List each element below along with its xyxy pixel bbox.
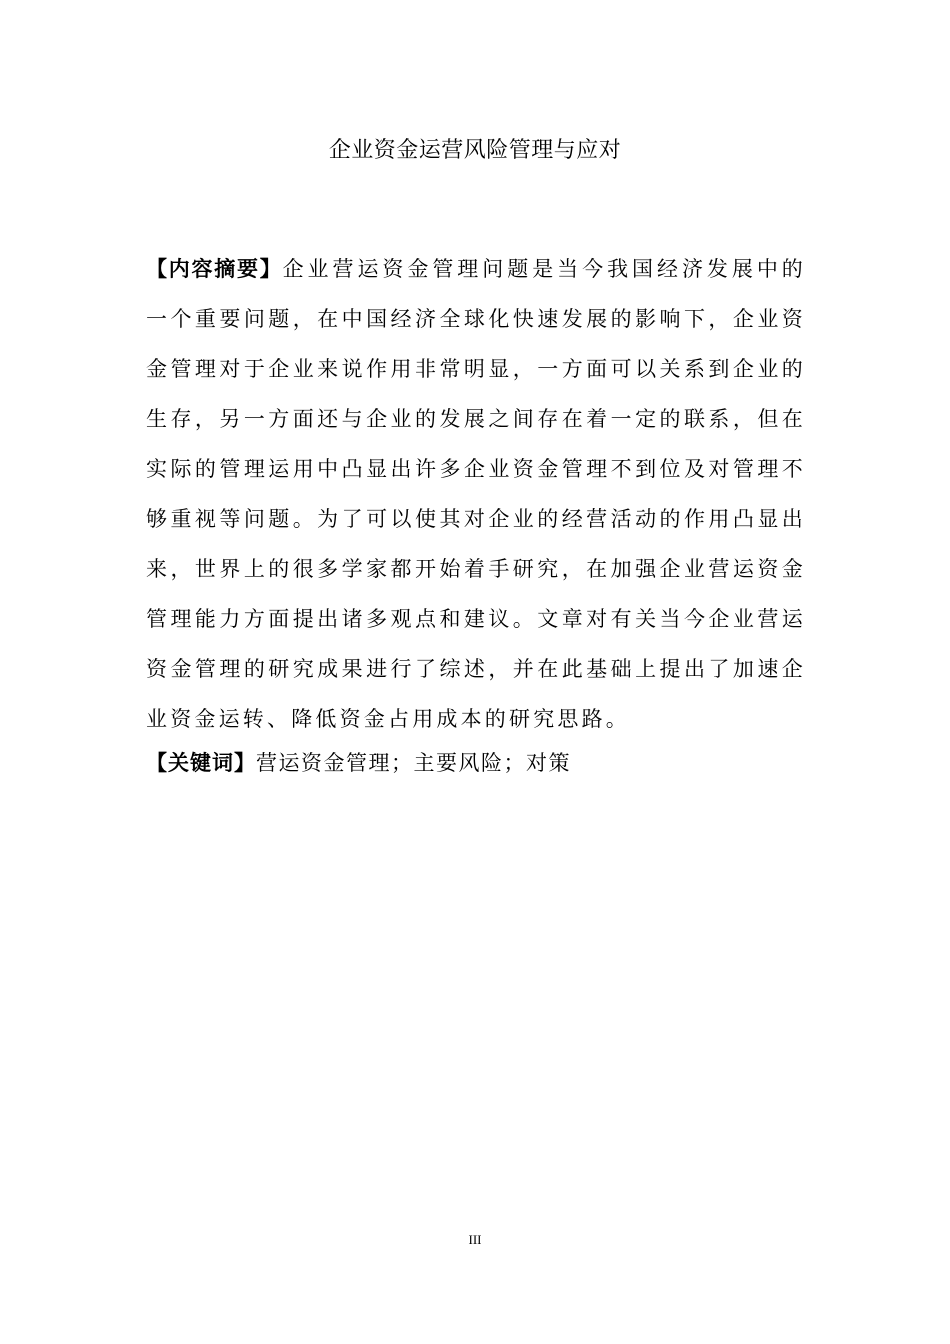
keywords-text: 营运资金管理；主要风险；对策 <box>256 751 571 775</box>
document-title: 企业资金运营风险管理与应对 <box>328 138 622 163</box>
keywords-line <box>146 738 806 788</box>
abstract-text: 企业营运资金管理问题是当今我国经济发展中的一个重要问题，在中国经济全球化快速发展的影响下，企业资金管理对于企业来说作用非常明显，一方面可以关系到企业的生存，另一方面还与企业的发展之间存在着一定的联系，但在实际的管理运用中凸显出许多企业资金管理不到位及对管理不够重视等问题。为了可以使其对企业的经营活动的作用凸显出来，世界上的很多学家都开始着手研究，在加强企业营运资金管理能力方面提出诸多观点和建议。文章对有关当今企业营运资金管理的研究成果进行了综述，并在此基础上提出了加速企业资金运转、降低资金占用成本的研究思路。 <box>146 257 807 731</box>
keywords-label: 【关键词】 <box>146 751 256 775</box>
abstract-label: 【内容摘要】 <box>146 257 283 281</box>
page-number: III <box>468 1232 482 1247</box>
abstract-paragraph <box>146 244 806 744</box>
